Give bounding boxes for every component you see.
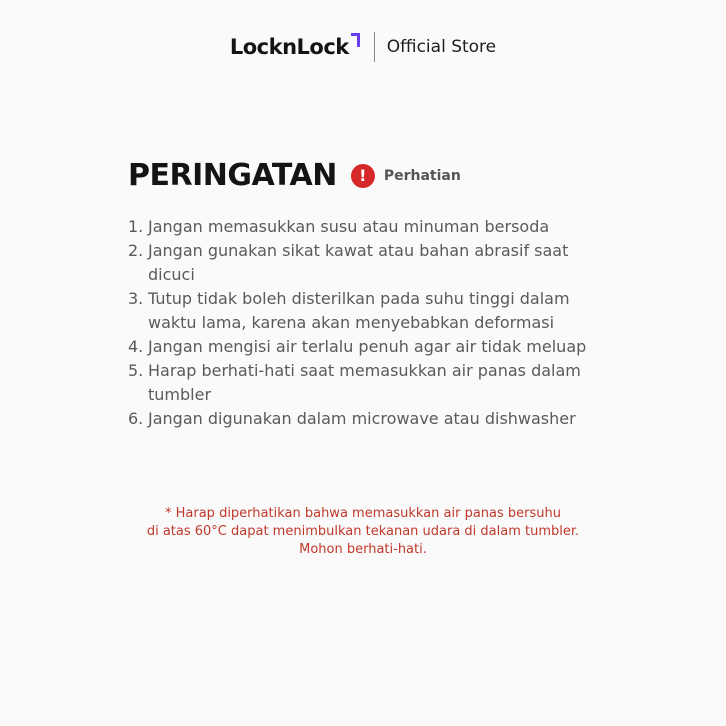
list-item-text: Jangan memasukkan susu atau minuman bersoda [148,217,550,236]
list-item-number: 6. [128,409,144,428]
brand-name: LocknLock [229,35,349,59]
warning-list [128,215,598,431]
list-item-text: Tutup tidak boleh disterilkan pada suhu tinggi dalam waktu lama, karena akan menyebabkan deformasi [148,289,570,332]
header-divider [374,32,375,62]
list-item [128,359,598,407]
page-title: PERINGATAN [128,158,337,193]
list-item-number: 3. [128,289,144,308]
list-item [128,335,598,359]
brand-logo [230,35,360,59]
warning-heading [128,158,461,193]
exclamation-circle-icon: ! [351,164,375,188]
footnote-line-3: Mohon berhati-hati. [299,542,427,557]
subtitle: Perhatian [383,167,461,184]
footnote-line-2: di atas 60°C dapat menimbulkan tekanan udara di dalam tumbler. [146,524,580,539]
list-item-number: 4. [128,337,144,356]
list-item [128,215,598,239]
list-item-text: Jangan digunakan dalam microwave atau dishwasher [148,409,576,428]
list-item-text: Jangan mengisi air terlalu penuh agar air tidak meluap [148,337,587,356]
footnote [0,505,726,559]
list-item [128,239,598,287]
list-item [128,407,598,431]
list-item-number: 5. [128,361,144,380]
store-label: Official Store [386,37,497,57]
list-item-text: Jangan gunakan sikat kawat atau bahan abrasif saat dicuci [148,241,569,284]
footnote-line-1: * Harap diperhatikan bahwa memasukkan air panas bersuhu [165,506,561,521]
list-item-number: 2. [128,241,144,260]
list-item-text: Harap berhati-hati saat memasukkan air panas dalam tumbler [148,361,581,404]
brand-mark-icon [351,33,360,47]
header [0,30,726,64]
list-item [128,287,598,335]
list-item-number: 1. [128,217,144,236]
